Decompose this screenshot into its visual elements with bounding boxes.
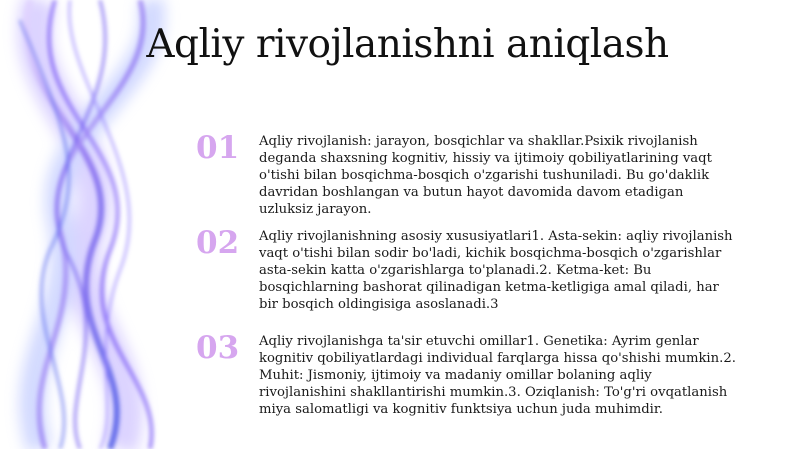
item-number: 03 <box>196 330 240 366</box>
item-text: Aqliy rivojlanish: jarayon, bosqichlar va shakllar.Psixik rivojlanish deganda shaxsning kognitiv, hissiy va ijtimoiy qobiliyatlarining vaqt o'tishi bilan bosqichma-bosqich o'zgarishi tushuniladi. Bu go'daklik davridan boshlangan va butun hayot davomida davom etadigan uzluksiz jarayon. <box>259 134 712 217</box>
item-text: Aqliy rivojlanishning asosiy xususiyatlari1. Asta-sekin: aqliy rivojlanish vaqt o'tishi bilan sodir bo'ladi, kichik bosqichma-bosqich o'zgarishlar asta-sekin katta o'zgarishlarga to'planadi.2. Ketma-ket: Bu bosqichlarning bashorat qilinadigan ketma-ketligiga amal qiladi, har bir bosqich oldingisiga asoslanadi.3 <box>259 229 733 312</box>
slide-title: Aqliy rivojlanishni aniqlash <box>146 22 669 67</box>
item-number: 01 <box>196 130 240 166</box>
item-number: 02 <box>196 225 240 261</box>
item-text: Aqliy rivojlanishga ta'sir etuvchi omillar1. Genetika: Ayrim genlar kognitiv qobiliyatlardagi individual farqlarga hissa qo'shishi mumkin.2. Muhit: Jismoniy, ijtimoiy va madaniy omillar bolaning aqliy rivojlanishini shakllantirishi mumkin.3. Oziqlanish: To'g'ri ovqatlanish miya salomatligi va kognitiv funktsiya uchun juda muhimdir. <box>259 334 736 417</box>
